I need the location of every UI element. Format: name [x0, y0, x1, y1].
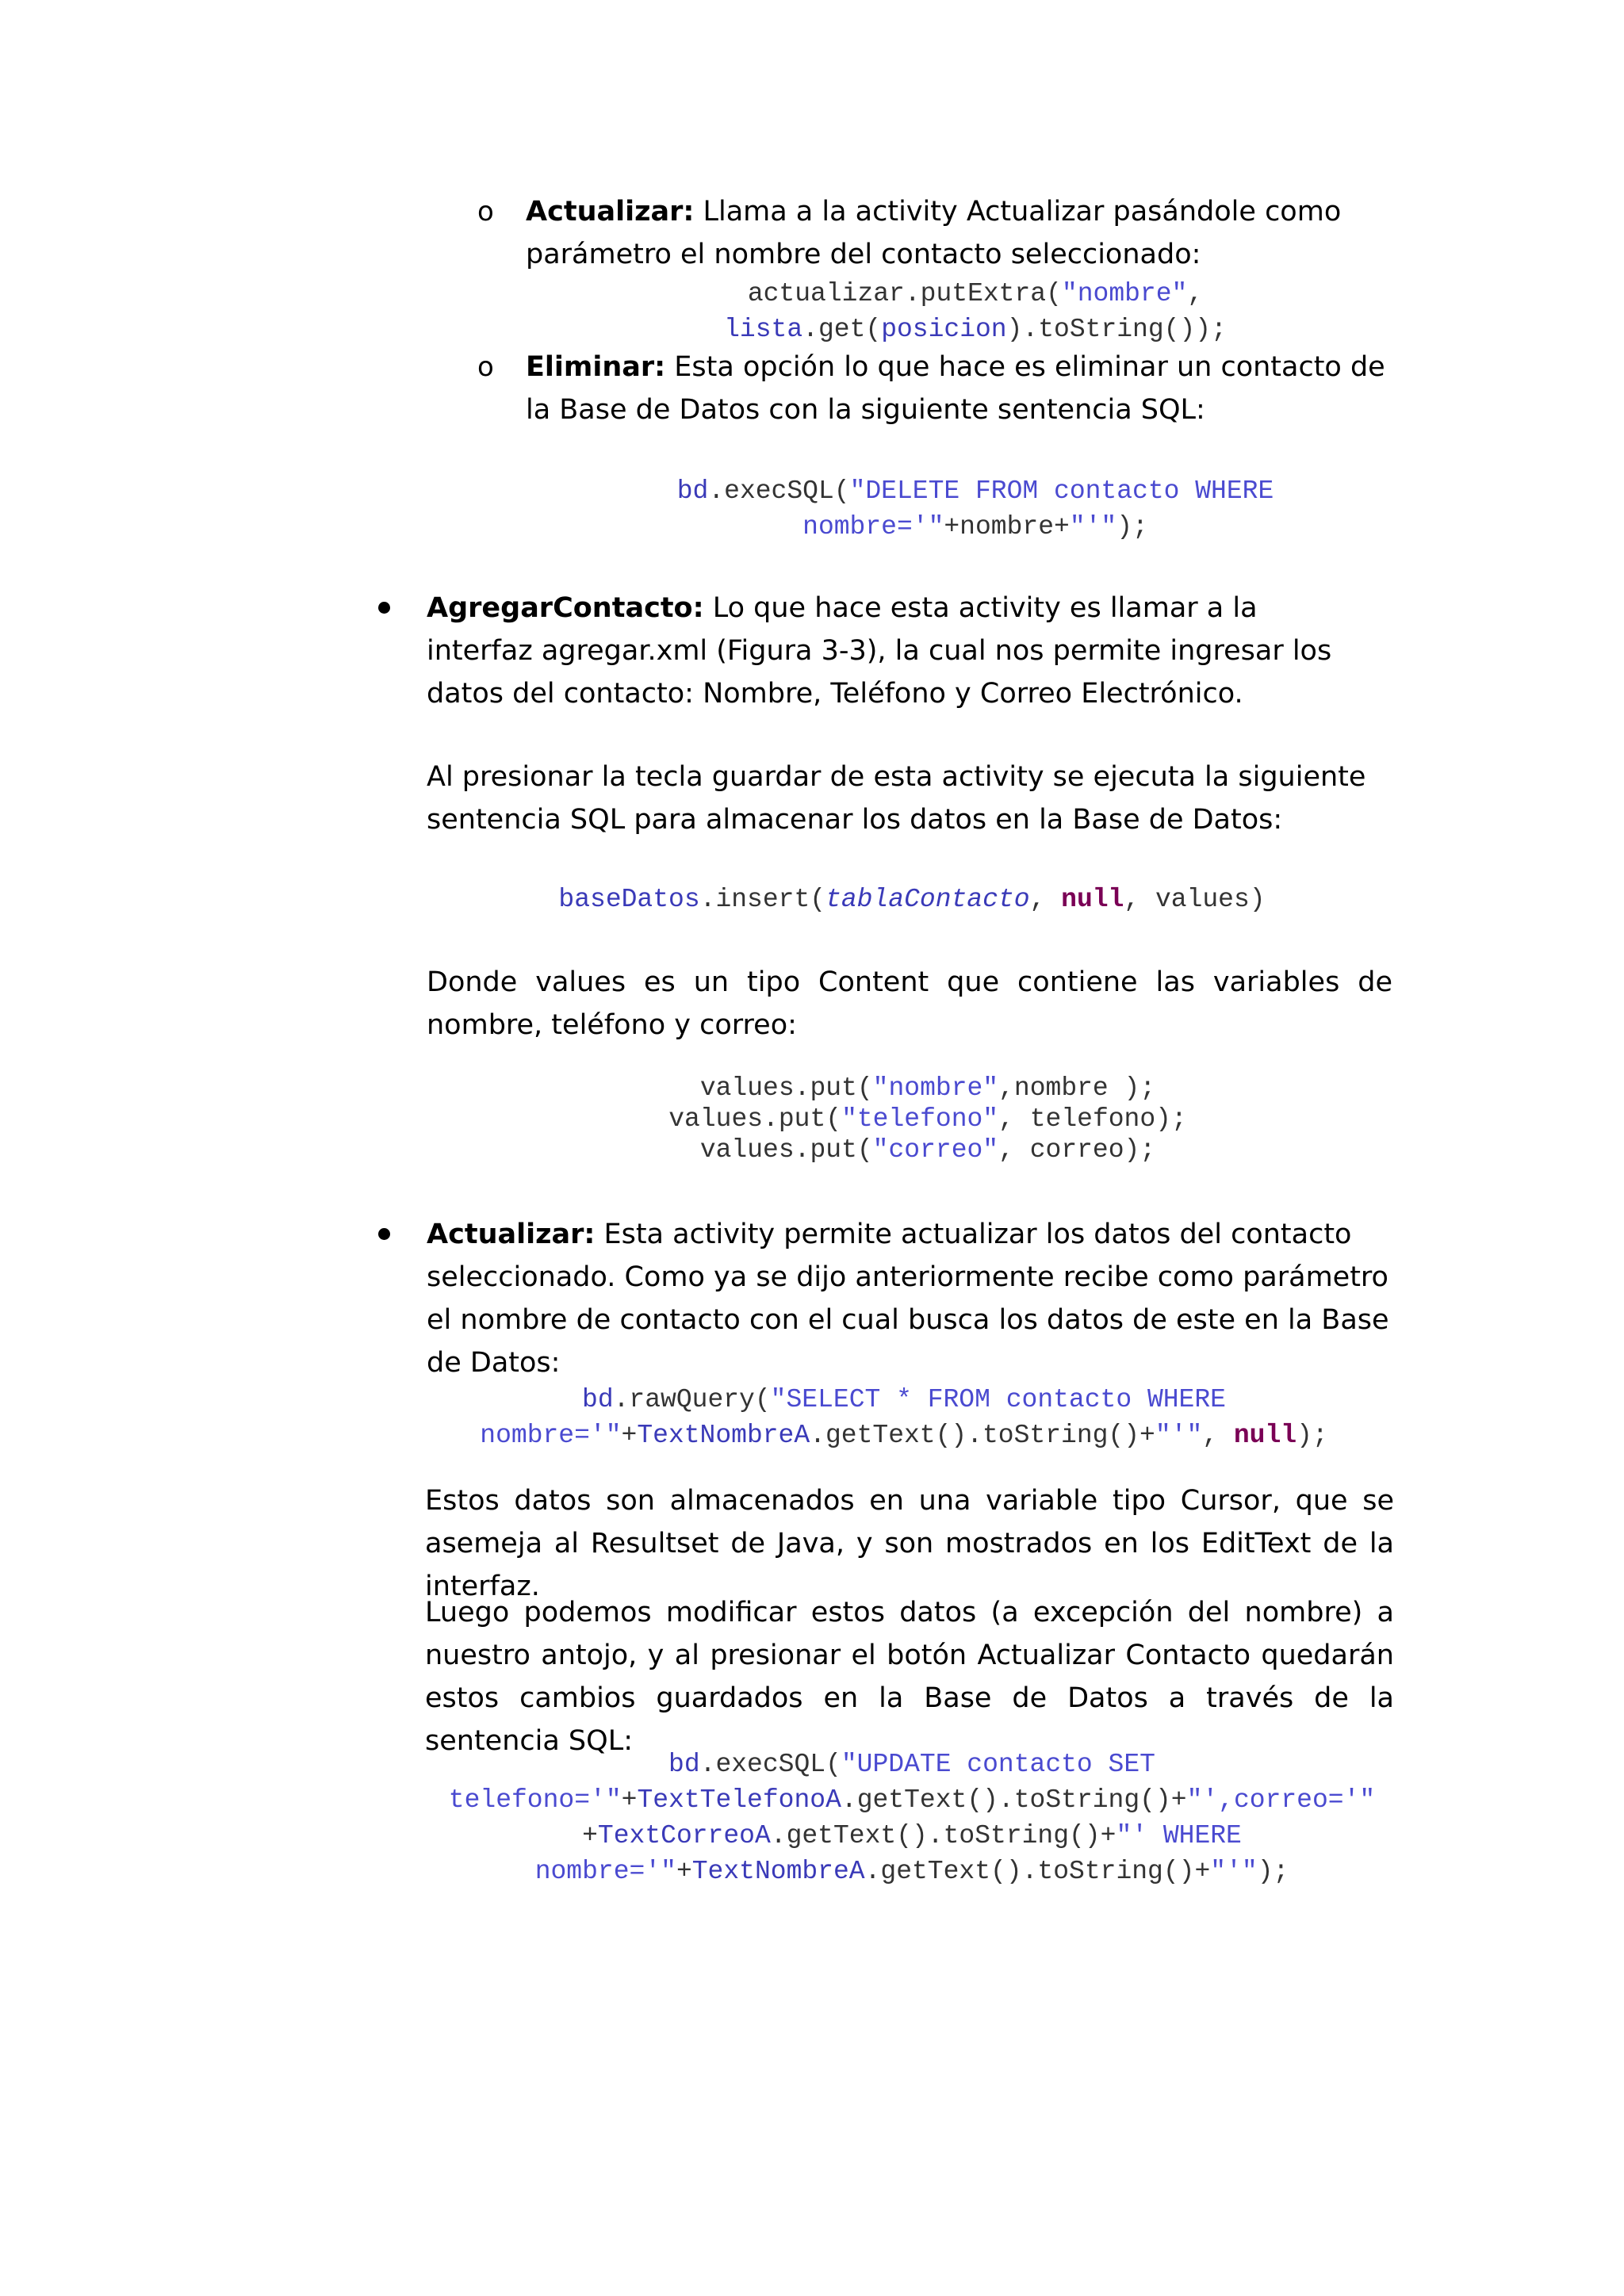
code-token: bd [582, 1385, 614, 1414]
code-token: .getText().toString()+ [810, 1421, 1155, 1450]
bullet-actualizar-label: Actualizar: [427, 1219, 596, 1250]
code-token: .get( [802, 315, 882, 344]
sub-item-eliminar-text: Esta opción lo que hace es eliminar un contacto de la Base de Datos con la siguiente sentencia SQL: [526, 351, 1385, 426]
bullet-dot [378, 602, 390, 614]
sub-item-actualizar-text: Llama a la activity Actualizar pasándole como parámetro el nombre del contacto seleccionado: [526, 196, 1342, 270]
sub-item-eliminar [526, 346, 1394, 431]
code-insert [428, 882, 1396, 917]
code-token: "'" [1210, 1857, 1258, 1886]
code-token: , correo); [998, 1135, 1156, 1165]
code-token: null [1233, 1421, 1297, 1450]
code-token: TextCorreoA [597, 1821, 771, 1850]
actualizar-paragraph-modificar: Luego podemos modificar estos datos (a excepción del nombre) a nuestro antojo, y al presionar el botón Actualizar Contacto quedarán estos cambios guardados en la Base de Datos a través de la sentencia SQL: [425, 1597, 1394, 1757]
code-token: .getText().toString()+ [770, 1821, 1116, 1850]
code-token: "nombre" [872, 1073, 999, 1103]
code-token: "'" [1155, 1421, 1203, 1450]
code-token: values.put( [699, 1073, 873, 1103]
code-token: tablaContacto [825, 885, 1030, 914]
code-token: baseDatos [558, 885, 700, 914]
code-values-put [492, 1073, 1364, 1165]
code-token: ); [1297, 1421, 1328, 1450]
code-token: "' WHERE [1116, 1821, 1242, 1850]
code-token: actualizar.putExtra( [747, 279, 1062, 308]
code-token: TextNombreA [637, 1421, 810, 1450]
code-token: bd [668, 1750, 700, 1779]
code-token: TextTelefonoA [637, 1785, 841, 1815]
bullet-actualizar-text: Esta activity permite actualizar los datos del contacto seleccionado. Como ya se dijo anteriormente recibe como parámetro el nombre de contacto con el cual busca los datos de este en la Base de Datos: [427, 1219, 1389, 1379]
code-token: nombre='" [534, 1857, 676, 1886]
code-putextra [555, 276, 1396, 347]
bullet-agregar-contacto [427, 587, 1350, 715]
code-token: "DELETE FROM contacto WHERE [849, 476, 1274, 506]
code-token: TextNombreA [691, 1857, 865, 1886]
bullet-dot [378, 1228, 390, 1240]
code-token: , telefono); [998, 1104, 1187, 1134]
code-token: values.put( [668, 1104, 842, 1134]
code-update [396, 1747, 1427, 1889]
code-token: + [621, 1785, 638, 1815]
agregar-paragraph-guardar: Al presionar la tecla guardar de esta activity se ejecuta la siguiente sentencia SQL para almacenar los datos en la Base de Datos: [427, 761, 1366, 836]
code-token: ).toString()); [1006, 315, 1227, 344]
code-token: "correo" [872, 1135, 999, 1165]
bullet-agregar-label: AgregarContacto: [427, 592, 704, 624]
code-token: + [676, 1857, 692, 1886]
bullet-actualizar [427, 1213, 1394, 1384]
code-token: nombre='" [480, 1421, 622, 1450]
code-token: .execSQL( [708, 476, 850, 506]
code-token: + [582, 1821, 598, 1850]
code-token: posicion [881, 315, 1007, 344]
code-token: , [1187, 279, 1204, 308]
code-token: bd [676, 476, 709, 506]
code-token: "UPDATE contacto SET [841, 1750, 1155, 1779]
code-token: .getText().toString()+ [864, 1857, 1211, 1886]
code-token: telefono='" [448, 1785, 622, 1815]
code-token: "'" [1069, 512, 1117, 541]
code-token: null [1061, 885, 1124, 914]
code-token: values.put( [699, 1135, 873, 1165]
code-token: .getText().toString()+ [841, 1785, 1187, 1815]
code-token: "SELECT * FROM contacto WHERE [770, 1385, 1226, 1414]
code-token: , [1029, 885, 1062, 914]
bullet-agregar-text: Lo que hace esta activity es llamar a la interfaz agregar.xml (Figura 3-3), la cual nos permite ingresar los datos del contacto: Nombre, Teléfono y Correo Electrónico. [427, 592, 1332, 710]
code-token: ,nombre ); [998, 1073, 1156, 1103]
code-token: .rawQuery( [613, 1385, 771, 1414]
sub-item-actualizar-label: Actualizar: [526, 196, 695, 228]
sub-bullet-marker: o [477, 351, 494, 383]
code-token: .execSQL( [699, 1750, 841, 1779]
code-token: nombre='" [802, 512, 944, 541]
agregar-paragraph-values: Donde values es un tipo Content que contiene las variables de nombre, teléfono y correo: [427, 966, 1392, 1041]
code-rawquery [444, 1382, 1364, 1453]
sub-item-actualizar [526, 190, 1394, 276]
code-token: +nombre+ [944, 512, 1070, 541]
code-token: + [621, 1421, 638, 1450]
sub-item-eliminar-label: Eliminar: [526, 351, 666, 383]
code-token: .insert( [699, 885, 826, 914]
code-delete [476, 473, 1475, 545]
sub-bullet-marker: o [477, 196, 494, 228]
code-token: , [1202, 1421, 1234, 1450]
code-token: , values) [1124, 885, 1266, 914]
code-token: "',correo='" [1186, 1785, 1376, 1815]
actualizar-paragraph-cursor: Estos datos son almacenados en una variable tipo Cursor, que se asemeja al Resultset de Java, y son mostrados en los EditText de la interfaz. [425, 1485, 1394, 1602]
code-token: ); [1116, 512, 1148, 541]
code-token: "nombre" [1061, 279, 1188, 308]
code-token: "telefono" [841, 1104, 999, 1134]
code-token: ); [1257, 1857, 1289, 1886]
code-token: lista [724, 315, 803, 344]
